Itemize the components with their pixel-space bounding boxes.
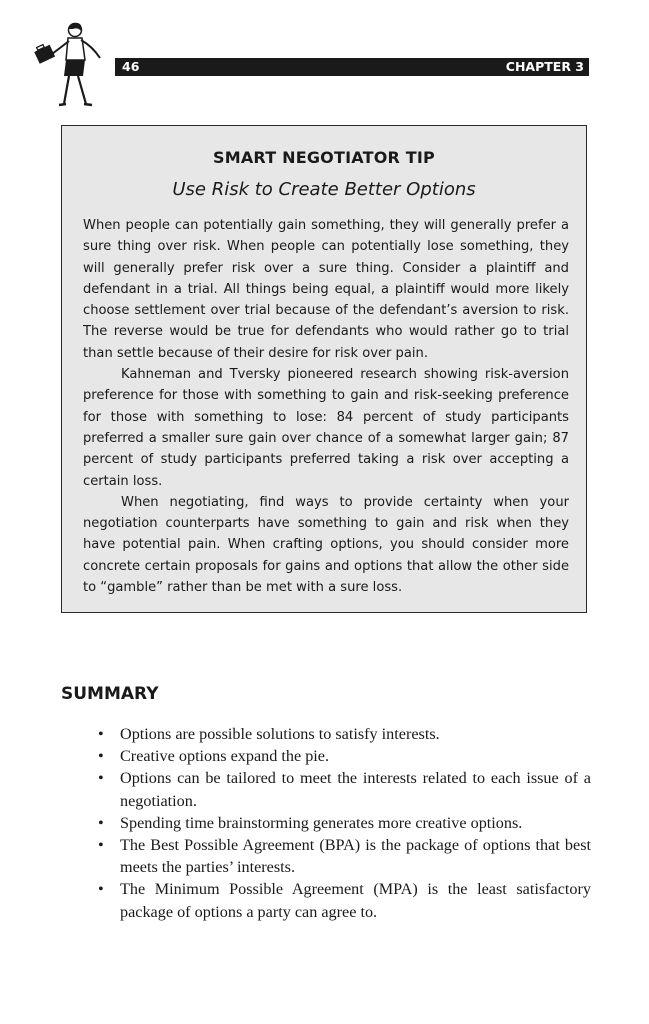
tip-paragraph: When people can potentially gain something, they will generally prefer a sure thing over risk. When people can potentially lose something, they will generally prefer risk over a sure thing. Consider a plaintiff and defendant in a trial. All things being equal, a plaintiff would more likely choose settlement over trial because of the defendant’s aversion to risk. The reverse would be true for defendants who would rather go to trial than settle because of their desire for risk over pain. bbox=[83, 218, 569, 361]
summary-list bbox=[98, 723, 591, 923]
tip-paragraph: Kahneman and Tversky pioneered research showing risk-aversion preference for those with something to gain and risk-seeking preference for those with something to lose: 84 percent of study participants preferred a smaller sure gain over chance of a somewhat larger gain; 87 percent of study participants preferred taking a risk over accepting a certain loss. bbox=[83, 367, 569, 489]
tip-subtitle: Use Risk to Create Better Options bbox=[172, 179, 476, 200]
summary-item bbox=[98, 767, 591, 811]
summary-item-text: Creative options expand the pie. bbox=[120, 747, 330, 766]
bullet-icon: • bbox=[98, 747, 104, 766]
summary-item-text: The Best Possible Agreement (BPA) is the package of options that best meets the parties’ interests. bbox=[120, 836, 591, 877]
summary-item bbox=[98, 745, 591, 767]
running-header-bar bbox=[115, 58, 589, 76]
summary-item-text: The Minimum Possible Agreement (MPA) is the least satisfactory package of options a party can agree to. bbox=[120, 880, 591, 921]
summary-item bbox=[98, 834, 591, 878]
summary-heading: SUMMARY bbox=[61, 684, 159, 704]
tip-body bbox=[83, 215, 569, 598]
summary-item-text: Spending time brainstorming generates more creative options. bbox=[120, 813, 523, 832]
bullet-icon: • bbox=[98, 836, 104, 855]
bullet-icon: • bbox=[98, 725, 104, 743]
summary-item bbox=[98, 878, 591, 922]
summary-item-text: Options are possible solutions to satisfy interests. bbox=[120, 725, 440, 743]
businesswoman-with-briefcase-icon bbox=[28, 20, 108, 108]
page-number: 46 bbox=[122, 59, 140, 74]
smart-negotiator-tip-box bbox=[61, 125, 587, 613]
summary-item-text: Options can be tailored to meet the interests related to each issue of a negotiation. bbox=[120, 769, 591, 810]
bullet-icon: • bbox=[98, 769, 104, 788]
bullet-icon: • bbox=[98, 880, 104, 899]
chapter-label: CHAPTER 3 bbox=[505, 59, 584, 74]
summary-item bbox=[98, 723, 591, 745]
tip-paragraph: When negotiating, find ways to provide certainty when your negotiation counterparts have something to gain and risk when they have potential pain. When crafting options, you should consider more concrete certain proposals for gains and options that allow the other side to “gamble” rather than be met with a sure loss. bbox=[83, 494, 569, 596]
bullet-icon: • bbox=[98, 813, 104, 832]
summary-item bbox=[98, 812, 591, 834]
tip-title: SMART NEGOTIATOR TIP bbox=[213, 148, 435, 167]
